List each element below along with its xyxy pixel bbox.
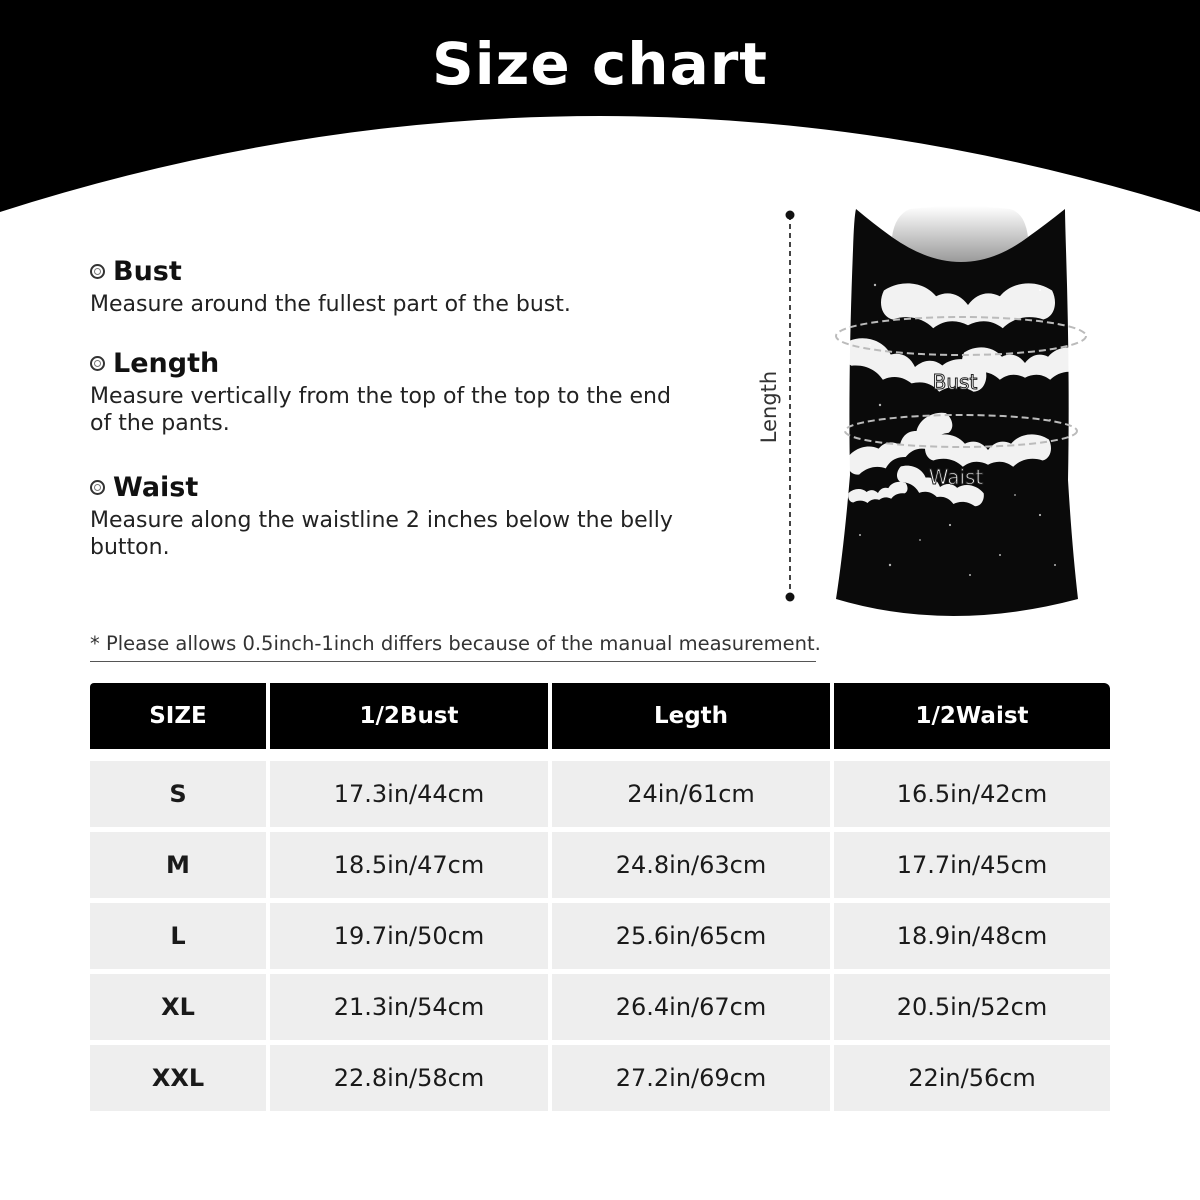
size-table: [90, 683, 1110, 1116]
measure-waist-label: Waist: [113, 472, 199, 503]
table-cell-size: M: [90, 832, 266, 898]
table-cell-size: S: [90, 761, 266, 827]
column-header-waist: 1/2Waist: [834, 683, 1110, 749]
measure-length-label: Length: [113, 348, 220, 379]
table-cell-size: XXL: [90, 1045, 266, 1111]
waist-diagram-label: Waist: [928, 465, 984, 489]
table-cell-bust: 19.7in/50cm: [270, 903, 548, 969]
measure-bust-description: Measure around the fullest part of the bust.: [90, 292, 571, 317]
table-cell-waist: 16.5in/42cm: [834, 761, 1110, 827]
table-cell-bust: 18.5in/47cm: [270, 832, 548, 898]
measurement-note: * Please allows 0.5inch-1inch differs because of the manual measurement.: [90, 632, 816, 662]
measure-bust: [90, 256, 730, 318]
measure-waist: [90, 472, 730, 561]
table-cell-waist: 18.9in/48cm: [834, 903, 1110, 969]
measure-length: [90, 348, 730, 437]
circle-bullet-icon: [90, 356, 105, 371]
column-header-bust: 1/2Bust: [270, 683, 548, 749]
table-cell-waist: 22in/56cm: [834, 1045, 1110, 1111]
length-diagram-label: Length: [757, 370, 781, 444]
measure-bust-label: Bust: [113, 256, 182, 287]
table-cell-bust: 17.3in/44cm: [270, 761, 548, 827]
table-cell-size: XL: [90, 974, 266, 1040]
column-header-size: SIZE: [90, 683, 266, 749]
column-header-length: Legth: [552, 683, 830, 749]
table-cell-length: 26.4in/67cm: [552, 974, 830, 1040]
measure-waist-description: Measure along the waistline 2 inches below the belly button.: [90, 508, 673, 560]
table-cell-length: 25.6in/65cm: [552, 903, 830, 969]
table-cell-bust: 21.3in/54cm: [270, 974, 548, 1040]
table-cell-length: 27.2in/69cm: [552, 1045, 830, 1111]
table-cell-size: L: [90, 903, 266, 969]
circle-bullet-icon: [90, 480, 105, 495]
table-cell-waist: 17.7in/45cm: [834, 832, 1110, 898]
table-cell-bust: 22.8in/58cm: [270, 1045, 548, 1111]
measure-length-description: Measure vertically from the top of the top to the end of the pants.: [90, 384, 671, 436]
table-cell-length: 24.8in/63cm: [552, 832, 830, 898]
page-title: Size chart: [431, 30, 769, 98]
table-cell-length: 24in/61cm: [552, 761, 830, 827]
length-indicator: [786, 211, 795, 602]
bust-diagram-label: Bust: [932, 370, 978, 394]
tank-top-diagram: [740, 195, 1120, 625]
circle-bullet-icon: [90, 264, 105, 279]
table-cell-waist: 20.5in/52cm: [834, 974, 1110, 1040]
